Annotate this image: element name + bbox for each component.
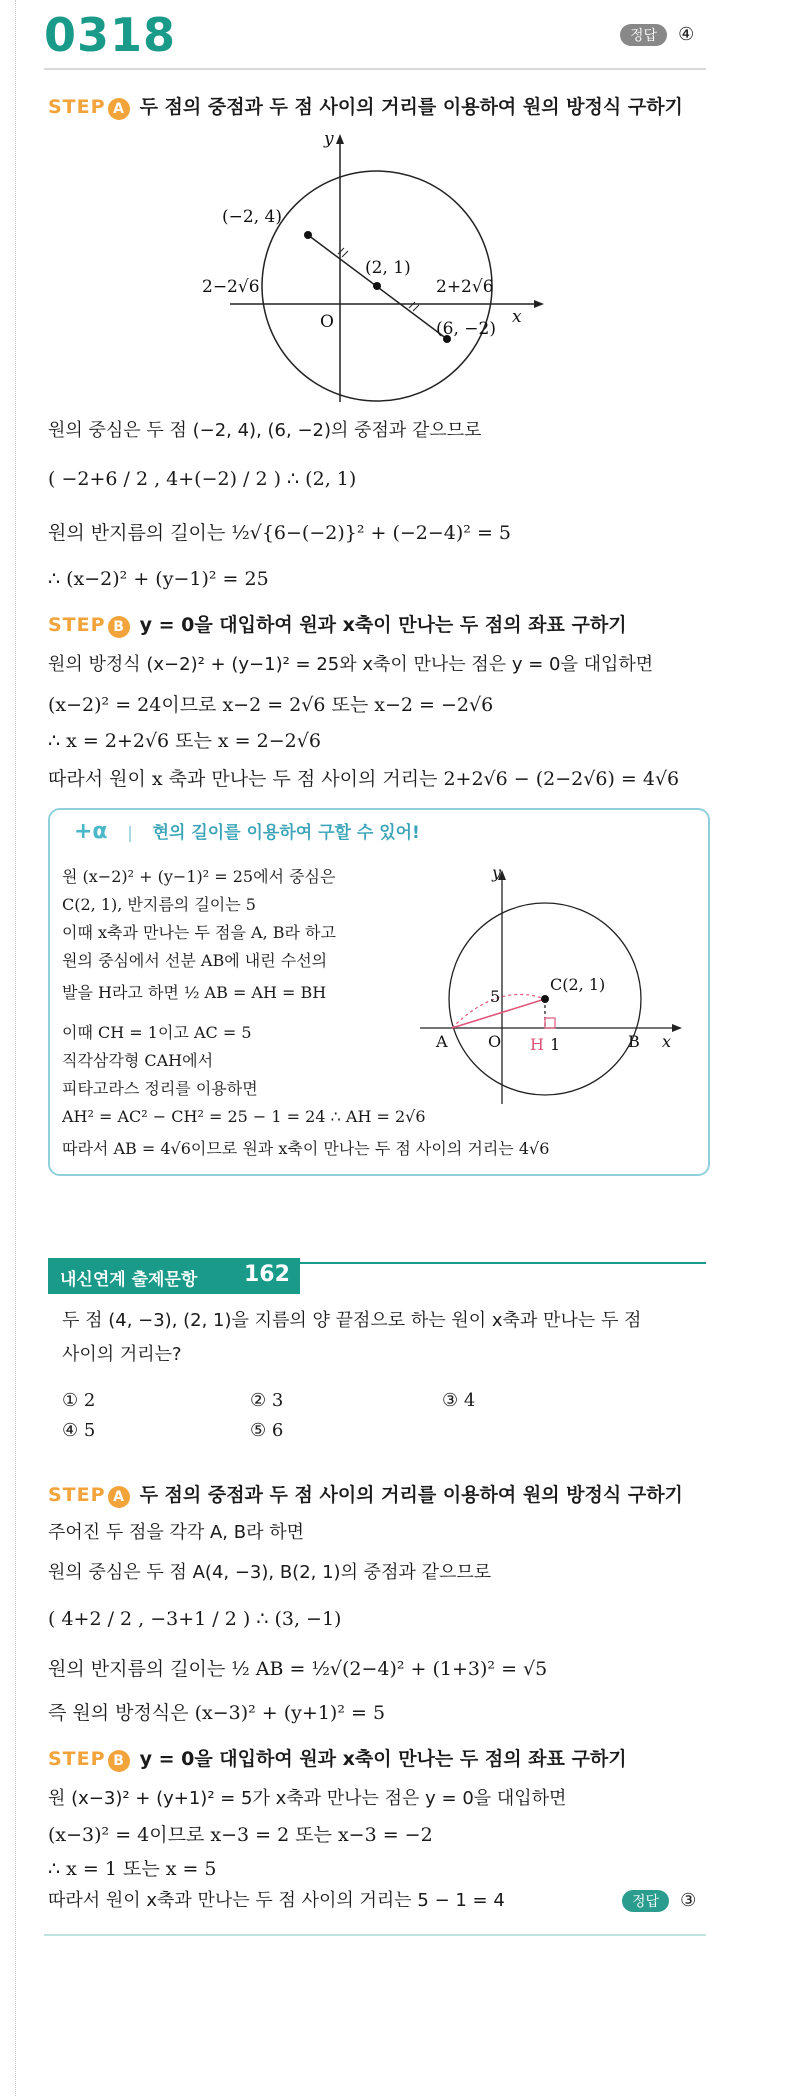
choice-4[interactable]: ④ 5 (62, 1420, 96, 1441)
box-line1: 원 (x−2)² + (y−1)² = 25에서 중심은 (62, 867, 336, 886)
step-badge: A (108, 98, 130, 120)
sol1-line1: 원의 중심은 두 점 (−2, 4), (6, −2)의 중점과 같으므로 (48, 420, 482, 441)
step-word: STEP (48, 1748, 106, 1770)
tag-underline (300, 1262, 706, 1264)
center-point (541, 995, 549, 1003)
step-b-heading (48, 610, 627, 638)
page-margin-guide (15, 0, 16, 2096)
sol3-line2: 원의 중심은 두 점 A(4, −3), B(2, 1)의 중점과 같으므로 (48, 1562, 492, 1583)
sol2-line4: 따라서 원이 x 축과 만나는 두 점 사이의 거리는 2+2√6 − (2−2√6) = 4√6 (48, 768, 680, 790)
problem-number: 0318 (44, 8, 177, 62)
box-line9: AH² = AC² − CH² = 25 − 1 = 24 ∴ AH = 2√6 (62, 1107, 426, 1126)
radius-label: 5 (490, 987, 501, 1006)
final-answer-value: ③ (680, 1890, 697, 1911)
right-intercept-label: 2+2√6 (436, 277, 494, 297)
sol3-line3: ( 4+2 / 2 , −3+1 / 2 ) ∴ (3, −1) (48, 1608, 342, 1630)
step-title: y = 0을 대입하여 원과 x축이 만나는 두 점의 좌표 구하기 (139, 1748, 627, 1770)
sol1-line3: 원의 반지름의 길이는 ½√{6−(−2)}² + (−2−4)² = 5 (48, 522, 512, 544)
tag-number: 162 (244, 1262, 290, 1287)
question-line1: 두 점 (4, −3), (2, 1)을 지름의 양 끝점으로 하는 원이 x축과 만나는 두 점 (62, 1310, 642, 1331)
sol2-line3: ∴ x = 2+2√6 또는 x = 2−2√6 (48, 730, 321, 752)
sol2-line2: (x−2)² = 24이므로 x−2 = 2√6 또는 x−2 = −2√6 (48, 694, 494, 716)
choice-3[interactable]: ③ 4 (442, 1390, 476, 1411)
step-title: y = 0을 대입하여 원과 x축이 만나는 두 점의 좌표 구하기 (139, 614, 627, 636)
axis-y-label: y (324, 130, 334, 149)
sol1-line4: ∴ (x−2)² + (y−1)² = 25 (48, 568, 269, 590)
plus-alpha-icon: +α (74, 819, 108, 844)
point-c-label: C(2, 1) (550, 975, 606, 994)
step-word: STEP (48, 96, 106, 118)
answer-badge-group (620, 24, 694, 46)
step-word: STEP (48, 1484, 106, 1506)
plus-alpha-heading: +α | 현의 길이를 이용하여 구할 수 있어! (74, 819, 420, 844)
step-b2-heading (48, 1744, 627, 1772)
sol4-line4: 따라서 원이 x축과 만나는 두 점 사이의 거리는 5 − 1 = 4 (48, 1890, 505, 1911)
origin-label: O (320, 312, 334, 332)
point-left-label: (−2, 4) (222, 207, 282, 227)
step-title: 두 점의 중점과 두 점 사이의 거리를 이용하여 원의 방정식 구하기 (139, 96, 683, 118)
sol3-line4: 원의 반지름의 길이는 ½ AB = ½√(2−4)² + (1+3)² = √5 (48, 1658, 548, 1680)
question-line2: 사이의 거리는? (62, 1344, 182, 1365)
circle-figure-1 (200, 130, 560, 410)
box-line10: 따라서 AB = 4√6이므로 원과 x축이 만나는 두 점 사이의 거리는 4√6 (62, 1139, 550, 1158)
sol4-line2: (x−3)² = 4이므로 x−3 = 2 또는 x−3 = −2 (48, 1824, 433, 1846)
point-right-label: (6, −2) (436, 319, 496, 339)
circle-figure-2 (410, 864, 690, 1114)
bottom-divider (44, 1934, 706, 1936)
sol3-line5: 즉 원의 방정식은 (x−3)² + (y+1)² = 5 (48, 1702, 386, 1724)
point-a-label: A (436, 1032, 448, 1051)
step-a2-heading (48, 1480, 683, 1508)
sol4-line1: 원 (x−3)² + (y+1)² = 5가 x축과 만나는 점은 y = 0을 대입하면 (48, 1788, 567, 1809)
step-badge: B (108, 616, 130, 638)
point-b-label: B (628, 1032, 640, 1051)
ch-length-label: 1 (550, 1035, 561, 1054)
axis-x-label: x (662, 1032, 672, 1051)
sol4-line3: ∴ x = 1 또는 x = 5 (48, 1858, 217, 1880)
box-line5: 발을 H라고 하면 ½ AB = AH = BH (62, 983, 327, 1002)
step-title: 두 점의 중점과 두 점 사이의 거리를 이용하여 원의 방정식 구하기 (139, 1484, 683, 1506)
axis-x-label: x (512, 307, 522, 327)
choice-1[interactable]: ① 2 (62, 1390, 96, 1411)
header-divider (44, 68, 706, 70)
tag-label: 내신연계 출제문항 (60, 1270, 198, 1290)
sol2-line1: 원의 방정식 (x−2)² + (y−1)² = 25와 x축이 만나는 점은 y = 0을 대입하면 (48, 654, 654, 675)
point-center (373, 282, 381, 290)
sol3-line1: 주어진 두 점을 각각 A, B라 하면 (48, 1522, 304, 1543)
box-line7: 직각삼각형 CAH에서 (62, 1051, 214, 1070)
axis-y-label: y (492, 864, 502, 882)
final-answer-pill: 정답 (622, 1890, 669, 1912)
box-line2: C(2, 1), 반지름의 길이는 5 (62, 895, 256, 914)
choice-2[interactable]: ② 3 (250, 1390, 284, 1411)
step-a-heading (48, 92, 683, 120)
box-line4: 원의 중심에서 선분 AB에 내린 수선의 (62, 951, 328, 970)
related-problem-tag (48, 1258, 300, 1294)
plus-alpha-title: 현의 길이를 이용하여 구할 수 있어! (152, 823, 420, 843)
origin-label: O (488, 1032, 502, 1051)
final-answer-group (622, 1890, 696, 1912)
step-badge: B (108, 1750, 130, 1772)
sol1-line2: ( −2+6 / 2 , 4+(−2) / 2 ) ∴ (2, 1) (48, 468, 357, 490)
choice-5[interactable]: ⑤ 6 (250, 1420, 284, 1441)
step-badge: A (108, 1486, 130, 1508)
left-intercept-label: 2−2√6 (202, 277, 260, 297)
box-line6: 이때 CH = 1이고 AC = 5 (62, 1023, 252, 1042)
box-line3: 이때 x축과 만나는 두 점을 A, B라 하고 (62, 923, 336, 942)
point-center-label: (2, 1) (365, 258, 411, 278)
point-left (304, 231, 312, 239)
point-h-label: H (530, 1035, 544, 1054)
box-line8: 피타고라스 정리를 이용하면 (62, 1079, 258, 1098)
answer-label-pill: 정답 (620, 24, 667, 46)
answer-value: ④ (678, 24, 695, 45)
step-word: STEP (48, 614, 106, 636)
